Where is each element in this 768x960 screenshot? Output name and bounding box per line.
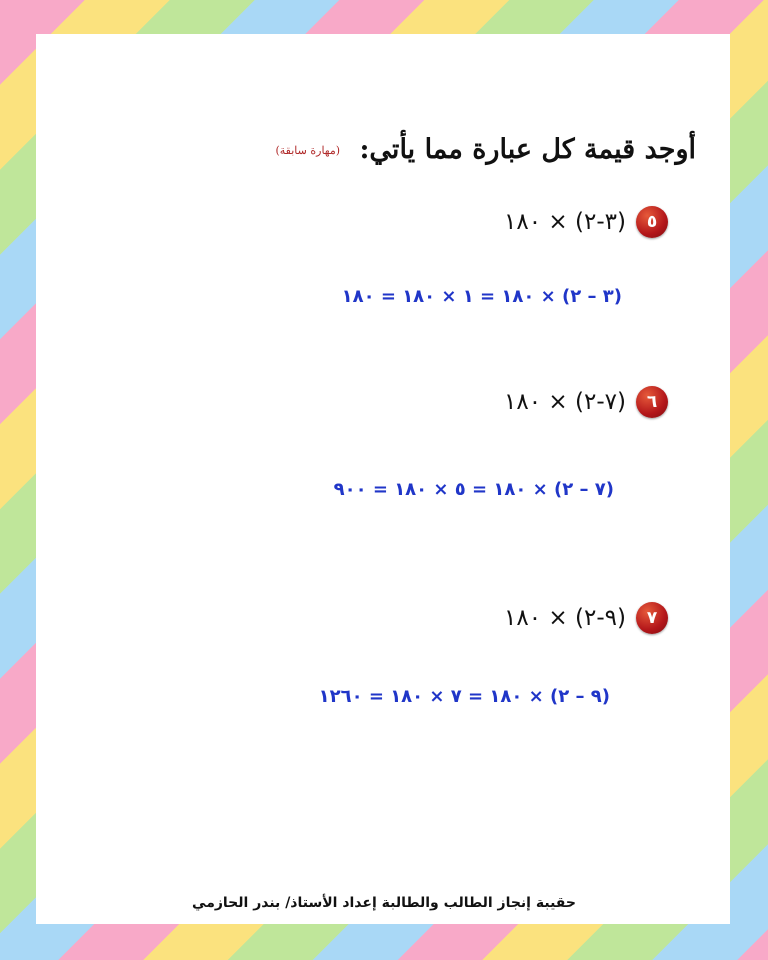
- problem-number-badge: ٥: [636, 206, 668, 238]
- problem-1: [504, 206, 668, 238]
- instruction-title: أوجد قيمة كل عبارة مما يأتي:: [359, 134, 696, 165]
- footer-credit: حقيبة إنجاز الطالب والطالبة إعداد الأستاذ/ بندر الحازمي: [192, 895, 576, 911]
- problem-number-badge: ٦: [636, 386, 668, 418]
- problem-2: [504, 386, 668, 418]
- solution-2: (٧ – ٢) × ١٨٠ = ٥ × ١٨٠ = ٩٠٠: [333, 479, 614, 500]
- problem-expression: (٧-٢) × ١٨٠: [504, 389, 626, 415]
- prior-skill-note: (مهارة سابقة): [275, 144, 341, 157]
- problem-number-badge: ٧: [636, 602, 668, 634]
- instruction-heading: [275, 134, 696, 165]
- problem-expression: (٣-٢) × ١٨٠: [504, 209, 626, 235]
- problem-3: [504, 602, 668, 634]
- worksheet-page: [36, 34, 730, 924]
- solution-1: (٣ – ٢) × ١٨٠ = ١ × ١٨٠ = ١٨٠: [341, 286, 622, 307]
- problem-expression: (٩-٢) × ١٨٠: [504, 605, 626, 631]
- solution-3: (٩ – ٢) × ١٨٠ = ٧ × ١٨٠ = ١٢٦٠: [318, 686, 610, 707]
